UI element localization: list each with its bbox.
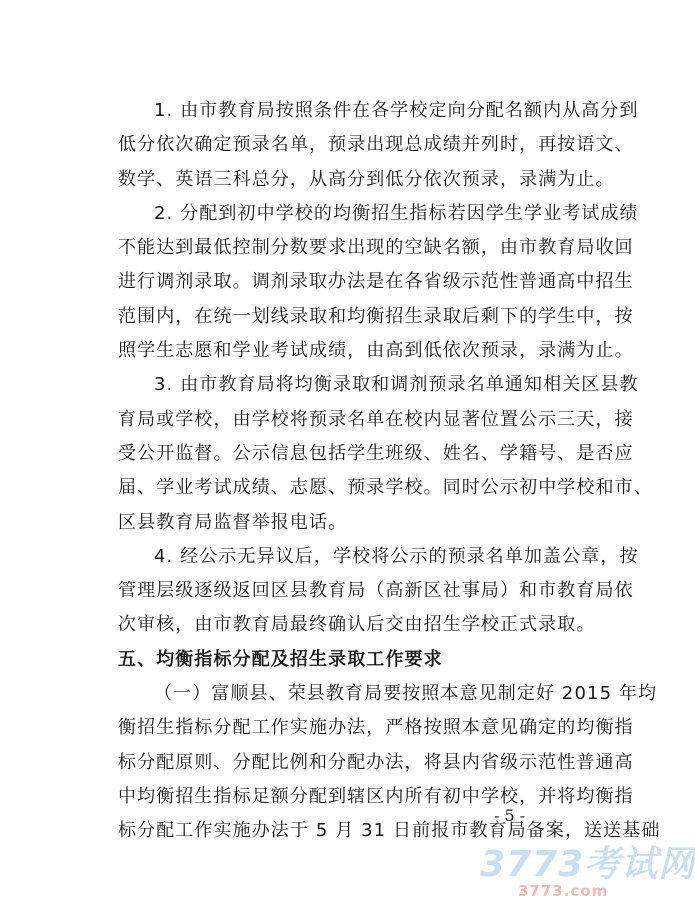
text-line: 4. 经公示无异议后，学校将公示的预录名单加盖公章，按 bbox=[154, 545, 639, 567]
text-line: 届、学业考试成绩、志愿、预录学校。同时公示初中学校和市、 bbox=[118, 477, 653, 499]
text-line: 管理层级逐级返回区县教育局（高新区社事局）和市教育局依 bbox=[118, 580, 634, 602]
text-line: 区县教育局监督举报电话。 bbox=[118, 511, 348, 533]
paragraph-2 bbox=[82, 197, 639, 368]
paragraph-3 bbox=[82, 368, 653, 539]
watermark-logo-text: 3773考试网 bbox=[480, 844, 695, 885]
body-text bbox=[82, 94, 661, 849]
text-line: 1. 由市教育局按照条件在各学校定向分配名额内从高分到 bbox=[154, 100, 639, 121]
text-line: 育局或学校，由学校将预录名单在校内显著位置公示三天，接 bbox=[118, 408, 634, 430]
text-line: 标分配原则、分配比例和分配办法，将县内省级示范性普通高 bbox=[118, 751, 634, 773]
text-line: 标分配工作实施办法于 5 月 31 日前报市教育局备案，送送基础 bbox=[118, 820, 661, 842]
paragraph-4 bbox=[82, 540, 639, 643]
text-line: 不能达到最低控制分数要求出现的空缺名额，由市教育局收回 bbox=[118, 237, 634, 259]
text-line: 3. 由市教育局将均衡录取和调剂预录名单通知相关区县教 bbox=[154, 374, 639, 396]
site-watermark bbox=[480, 836, 695, 912]
text-line: 照学生志愿和学业考试成绩，由高到低依次预录，录满为止。 bbox=[118, 340, 634, 362]
text-line: 范围内，在统一划线录取和均衡招生录取后剩下的学生中，按 bbox=[118, 305, 634, 327]
text-line: 中均衡招生指标足额分配到辖区内所有初中学校，并将均衡指 bbox=[118, 785, 634, 807]
text-line: 数学、英语三科总分，从高分到低分依次预录，录满为止。 bbox=[118, 168, 615, 190]
paragraph-1 bbox=[82, 94, 639, 197]
page-number-text: - 5 - bbox=[494, 806, 526, 825]
section-heading: 五、均衡指标分配及招生录取工作要求 bbox=[118, 648, 443, 670]
watermark-url: 3773.com bbox=[518, 882, 609, 900]
text-line: 进行调剂录取。调剂录取办法是在各省级示范性普通高中招生 bbox=[118, 271, 634, 293]
text-line: 衡招生指标分配工作实施办法，严格按照本意见确定的均衡指 bbox=[118, 717, 634, 739]
text-line: 低分依次确定预录名单，预录出现总成绩并列时，再按语文、 bbox=[118, 134, 634, 156]
text-line: 次审核，由市教育局最终确认后交由招生学校正式录取。 bbox=[118, 614, 596, 636]
text-line: （一）富顺县、荣县教育局要按照本意见制定好 2015 年均 bbox=[154, 683, 658, 705]
text-line: 2. 分配到初中学校的均衡招生指标若因学生学业考试成绩 bbox=[154, 202, 639, 224]
text-line: 受公开监督。公示信息包括学生班级、姓名、学籍号、是否应 bbox=[118, 442, 634, 464]
